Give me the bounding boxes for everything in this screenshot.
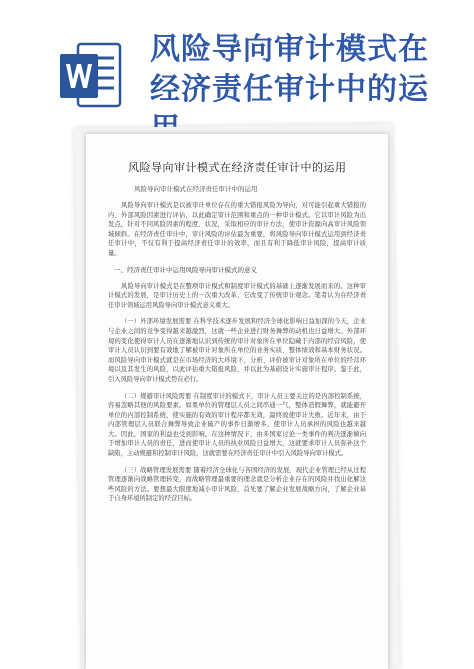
point-1-paragraph: （一）外部环境发展需要 在科学技术逐步发展和经济全球化影响日益加深的今天，企业与企业之间的竞争变得越来越激烈，这就一些企业进行财务舞弊的动机也日益增大。外部环境的变化使得审计人员在逐渐地认识到传统的审计对象所在单位隐藏于内部的经营风险，使审计人员认识到要有效地了解被审计对象所在单位的业务实质、整体绩效和基本财务状况。而风险导向审计模式就是在市场经济的大环境下，分析、评价被审计对象所在单位的经营环境以及其发生的风险，以此评估重大错报风险，并以此为基础设计实施审计程序。鉴于此，引入风险导向审计模式势在必行。 <box>108 318 366 383</box>
point-2-paragraph: （二）规避审计风险需要 在制度审计的模式下，审计人员主要关注的是内部控制系统，容易忽略其他的风险要素。如果单位的管理层人员之间串通一气，整体造假舞弊，就能避开单位的内部控制系统，使实施的有效的审计程序都无效，最终致使审计失败。近年来，由于内部管理层人员联合舞弊导致企业破产的事件日渐增多，使审计人员承担的风险也越来越大。因此，国家的利益也受到影响。在这种情况下，由多国家讨论一类事件的判决逐渐倾向于增加审计人员的责任，进而使审计人员的执业风险日益增大，这就要求审计人员弥补这个缺陷，主动规避和控制审计风险，这就需要在经济责任审计中引入风险导向审计模式。 <box>108 392 366 458</box>
section-heading: 一、经济责任审计中运用风险导向审计模式的意义 <box>114 265 257 274</box>
point-3-paragraph: （三）战略管理发展需要 随着经济全球化与各国经济的发展，现代企业管理已经从过程管理逐渐向战略管理转变，而战略管理最重要的理念就是分析企业存在的风险并找出化解这些风险的方法。要想最大限度地减小审计风险，首先要了解企业发展战略方向，了解企业基于自身环境所制定的经营目标。 <box>108 466 366 503</box>
document-page <box>86 134 388 669</box>
header-banner <box>0 0 474 125</box>
header-title: 风险导向审计模式在经济责任审计中的运 <box>150 32 429 107</box>
section-intro-paragraph: 风险导向审计模式是在整项审计模式和制度审计模式的基础上逐渐发展而来的。这种审计模式的发展，是审计历史上的一次重大改革，它改变了传统审计观念。笔者认为在经济责任审计领域运用风险导向审计模式意义重大。 <box>108 282 366 309</box>
document-subtitle: 风险导向审计模式在经济责任审计中的运用 <box>134 185 258 193</box>
word-document-icon <box>60 42 122 110</box>
document-title: 风险导向审计模式在经济责任审计中的运用 <box>128 161 347 174</box>
intro-paragraph: 风险导向审计模式是以被审计单位存在的重大错报风险为导向，对可能引起重大错报的内、外部风险因素进行评估，以此确定审计范围和重点的一种审计模式。它以审计风险为出发点，针对不同风险因素的程度、状况，采取相应的审计方法，使审计资源向高审计风险领域倾斜。在经济责任审计中，审计风险的评估最为重要，将风险导向审计模式运用到经济责任审计中，不仅有利于提高经济责任审计的效率，而且有利于降低审计风险，提高审计质量。 <box>108 202 366 257</box>
